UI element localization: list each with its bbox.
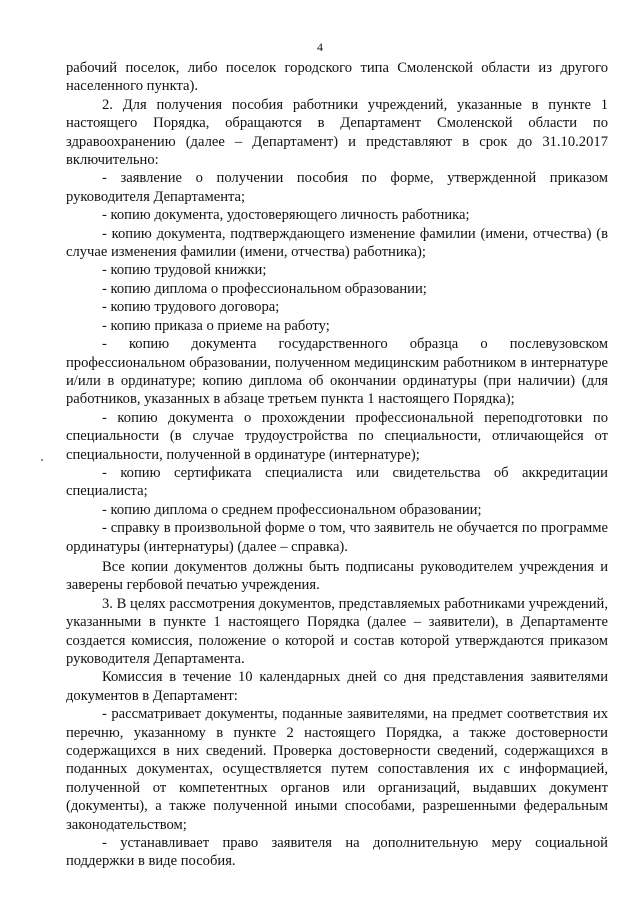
list-item-secondary-diploma: - копию диплома о среднем профессиональном образовании; [102,501,482,518]
list-item-employment-record: - копию трудовой книжки; [102,262,267,279]
list-item-application: - заявление о получении пособия по форме, утвержденной приказом руководителя Департамента; [66,170,608,205]
page-number: 4 [317,40,323,54]
list-item-professional-diploma: - копию диплома о профессиональном образовании; [102,280,427,297]
list-item-retraining-document: - копию документа о прохождении профессиональной переподготовки по специальности (в случае трудоустройства по специальности, отличающейся от специальности, полученной в ординатуре (интернатуре); [66,409,608,463]
list-item-identity-document: - копию документа, удостоверяющего личность работника; [102,207,470,224]
list-item-review-documents: - рассматривает документы, поданные заявителями, на предмет соответствия их перечню, указанному в пункте 2 настоящего Порядка, а также достоверности содержащихся в них сведений. Проверка достоверности сведений, содержащихся в поданных документах, осуществляется путем сопоставления их с информацией, полученной от компетентных органов или организаций, выдавших документ (документы), а также полученной иными способами, разрешенными федеральным законодательством; [66,706,608,833]
paragraph-commission-duties: Комиссия в течение 10 календарных дней со дня представления заявителями документов в Департамент: [66,669,608,704]
paragraph-continuation: рабочий поселок, либо поселок городского типа Смоленской области из другого населенного пункта). [66,60,608,95]
paragraph-point-2: 2. Для получения пособия работники учреждений, указанные в пункте 1 настоящего Порядка, обращаются в Департамент Смоленской области по здравоохранению (далее – Департамент) и представляют в срок до 31.10.2017 включительно: [66,96,608,169]
list-item-postgraduate-document: - копию документа государственного образца о послевузовском профессиональном образовании, полученном медицинским работником в интернатуре и/или в ординатуре; копию диплома об окончании ординатуры (при наличии) (для работников, указанных в абзаце третьем пункта 1 настоящего Порядка); [66,336,608,408]
scan-speck [41,459,43,461]
document-body [66,59,608,871]
paragraph-point-3: 3. В целях рассмотрения документов, представляемых работниками учреждений, указанными в пункте 1 настоящего Порядка (далее – заявители), в Департаменте создается комиссия, положение о которой и состав которой утверждаются приказом руководителя Департамента. [66,595,608,667]
list-item-specialist-certificate: - копию сертификата специалиста или свидетельства об аккредитации специалиста; [66,464,608,500]
list-item-establish-right: - устанавливает право заявителя на дополнительную меру социальной поддержки в виде пособия. [66,835,608,870]
paragraph-copies-signed: Все копии документов должны быть подписаны руководителем учреждения и заверены гербовой печатью учреждения. [66,558,608,594]
list-item-hiring-order: - копию приказа о приеме на работу; [102,317,330,334]
list-item-name-change-document: - копию документа, подтверждающего изменение фамилии (имени, отчества) (в случае изменения фамилии (имени, отчества) работника); [66,225,608,261]
list-item-certificate-statement: - справку в произвольной форме о том, что заявитель не обучается по программе ординатуры (интернатуры) (далее – справка). [66,520,608,555]
list-item-employment-contract: - копию трудового договора; [102,299,280,316]
